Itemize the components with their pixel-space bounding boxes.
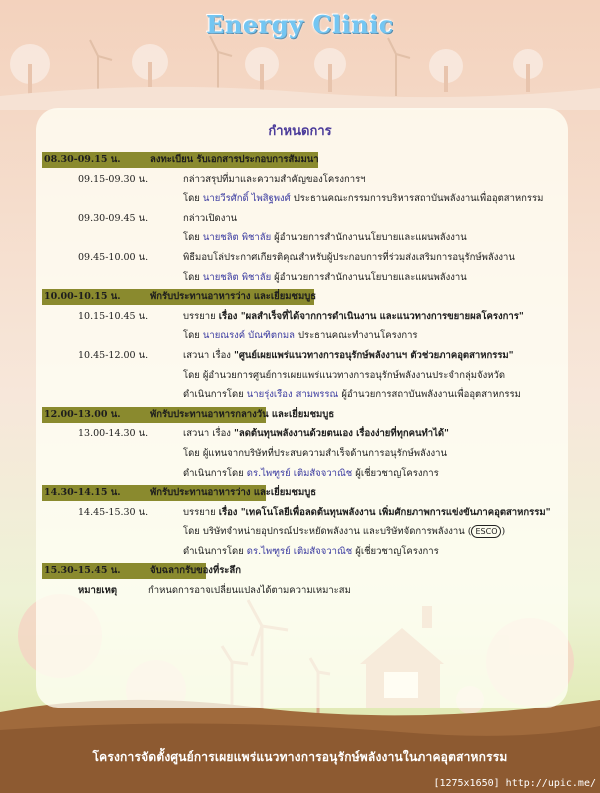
break-time: 12.00-13.00 น.: [44, 408, 121, 420]
schedule-row: [0, 385, 600, 405]
schedule-row: [0, 170, 600, 190]
break-label: พักรับประทานอาหารกลางวัน และเยี่ยมชมบูธ: [150, 408, 335, 420]
note-label: หมายเหตุ: [78, 585, 118, 597]
speaker-prefix: ดำเนินการโดย: [183, 389, 247, 401]
speaker-name: ดร.ไพฑูรย์ เติมสัจจวาณิช: [246, 467, 353, 479]
session-prefix: พิธีมอบโล่ประกาศเกียรติคุณสำหรับผู้ประกอบการที่ร่วมส่งเสริมการอนุรักษ์พลังงาน: [183, 251, 515, 263]
speaker-name: นายณรงค์ บัณฑิตกมล: [202, 330, 295, 342]
schedule-row: [0, 150, 600, 170]
session-topic: "ศูนย์เผยแพร่แนวทางการอนุรักษ์พลังงานฯ ตัวช่วยภาคอุตสาหกรรม": [233, 349, 514, 361]
schedule-row: [0, 189, 600, 209]
break-label: พักรับประทานอาหารว่าง และเยี่ยมชมบูธ: [150, 291, 317, 303]
break-time: 15.30-15.45 น.: [44, 565, 121, 577]
note-text: กำหนดการอาจเปลี่ยนแปลงได้ตามความเหมาะสม: [148, 585, 351, 597]
break-time: 10.00-10.15 น.: [44, 291, 121, 303]
session-speaker: [183, 326, 418, 346]
schedule-row: [0, 483, 600, 503]
session-time: 09.15-09.30 น.: [78, 173, 149, 185]
session-time: 09.30-09.45 น.: [78, 212, 149, 224]
speaker-prefix: โดย บริษัทจำหน่ายอุปกรณ์ประหยัดพลังงาน และบริษัทจัดการพลังงาน (: [183, 526, 472, 538]
session-topic: เรื่อง "เทคโนโลยีเพื่อลดต้นทุนพลังงาน เพิ่มศักยภาพการแข่งขันภาคอุตสาหกรรม": [218, 506, 551, 518]
footer-text: โครงการจัดตั้งศูนย์การเผยแพร่แนวทางการอนุรักษ์พลังงานในภาคอุตสาหกรรม: [92, 750, 508, 764]
break-time: 08.30-09.15 น.: [44, 154, 121, 165]
schedule-list: [0, 150, 600, 601]
break-time: 14.30-14.15 น.: [44, 487, 121, 499]
schedule-row: [0, 307, 600, 327]
esco-logo: ESCO: [471, 525, 501, 538]
session-speaker: [183, 385, 521, 405]
watermark: [1275x1650] http://upic.me/: [433, 778, 596, 789]
schedule-row: [0, 287, 600, 307]
speaker-role: ผู้อำนวยการสำนักงานนโยบายและแผนพลังงาน: [271, 232, 467, 244]
speaker-role: ผู้เชี่ยวชาญโครงการ: [352, 467, 439, 479]
session-prefix: บรรยาย: [183, 310, 219, 322]
schedule-heading: กำหนดการ: [268, 124, 332, 139]
schedule-row: [0, 464, 600, 484]
session-time: 10.15-10.45 น.: [78, 310, 149, 322]
speaker-role: ประธานคณะกรรมการบริหารสถาบันพลังงานเพื่ออุตสาหกรรม: [290, 193, 544, 205]
schedule-row: [0, 268, 600, 288]
session-title: [183, 424, 449, 444]
schedule-row: [0, 561, 600, 581]
session-speaker: โดย บริษัทจำหน่ายอุปกรณ์ประหยัดพลังงาน และบริษัทจัดการพลังงาน ( ESCO ): [183, 526, 506, 538]
schedule-row: [0, 209, 600, 229]
session-time: 10.45-12.00 น.: [78, 349, 149, 361]
session-title: [183, 170, 366, 190]
session-title: [183, 307, 524, 327]
speaker-prefix: โดย ผู้แทนจากบริษัทที่ประสบความสำเร็จด้านการอนุรักษ์พลังงาน: [183, 447, 447, 459]
schedule-row: [0, 346, 600, 366]
session-prefix: เสวนา เรื่อง: [183, 428, 234, 440]
session-speaker: [183, 464, 439, 484]
session-speaker: [183, 228, 467, 248]
schedule-row: [0, 503, 600, 523]
session-prefix: เสวนา เรื่อง: [183, 349, 234, 361]
speaker-prefix: ดำเนินการโดย: [183, 545, 247, 557]
speaker-prefix: โดย: [183, 330, 203, 342]
speaker-name: นายชลิต พิชาลัย: [202, 271, 272, 283]
session-time: 14.45-15.30 น.: [78, 506, 149, 518]
session-prefix: บรรยาย: [183, 506, 219, 518]
session-title: [183, 503, 551, 523]
schedule-row: [0, 326, 600, 346]
page-title: Energy Clinic: [206, 10, 394, 39]
session-speaker: [183, 189, 543, 209]
speaker-role: ประธานคณะทำงานโครงการ: [294, 330, 418, 342]
speaker-prefix: โดย: [183, 193, 203, 205]
session-prefix: กล่าวสรุปที่มาและความสำคัญของโครงการฯ: [183, 173, 366, 185]
session-time: 09.45-10.00 น.: [78, 251, 149, 263]
speaker-prefix: โดย: [183, 232, 203, 244]
schedule-row: [0, 424, 600, 444]
session-speaker: [183, 268, 467, 288]
speaker-name: นายชลิต พิชาลัย: [202, 232, 272, 244]
break-label: พักรับประทานอาหารว่าง และเยี่ยมชมบูธ: [150, 487, 317, 499]
break-label: ลงทะเบียน รับเอกสารประกอบการสัมมนา: [150, 154, 319, 165]
speaker-role: ผู้เชี่ยวชาญโครงการ: [352, 545, 439, 557]
speaker-role: ผู้อำนวยการสถาบันพลังงานเพื่ออุตสาหกรรม: [338, 389, 521, 401]
schedule-row: [0, 444, 600, 464]
schedule-row: [0, 542, 600, 562]
speaker-name: นายรุ่งเรือง สามพรรณ: [246, 389, 339, 401]
schedule-row: [0, 248, 600, 268]
speaker-prefix: โดย ผู้อำนวยการศูนย์การเผยแพร่แนวทางการอนุรักษ์พลังงานประจำกลุ่มจังหวัด: [183, 369, 506, 381]
speaker-name: ดร.ไพฑูรย์ เติมสัจจวาณิช: [246, 545, 353, 557]
note-row: [0, 581, 600, 601]
speaker-role: ผู้อำนวยการสำนักงานนโยบายและแผนพลังงาน: [271, 271, 467, 283]
schedule-row: [0, 522, 600, 542]
session-prefix: กล่าวเปิดงาน: [183, 212, 238, 224]
session-title: [183, 346, 514, 366]
session-speaker: [183, 542, 439, 562]
session-topic: "ลดต้นทุนพลังงานด้วยตนเอง เรื่องง่ายที่ทุกคนทำได้": [233, 428, 449, 440]
speaker-prefix: ดำเนินการโดย: [183, 467, 247, 479]
schedule-row: [0, 228, 600, 248]
speaker-prefix: โดย: [183, 271, 203, 283]
break-label: จับฉลากรับของที่ระลึก: [150, 565, 241, 577]
session-topic: เรื่อง "ผลสำเร็จที่ได้จากการดำเนินงาน และแนวทางการขยายผลโครงการ": [218, 310, 524, 322]
schedule-row: [0, 405, 600, 425]
session-speaker: [183, 366, 505, 386]
session-title: [183, 209, 237, 229]
schedule-row: [0, 366, 600, 386]
session-speaker: [183, 444, 447, 464]
session-title: [183, 248, 515, 268]
session-time: 13.00-14.30 น.: [78, 428, 149, 440]
speaker-name: นายวีรศักดิ์ ไพสิฐพงศ์: [202, 193, 291, 205]
